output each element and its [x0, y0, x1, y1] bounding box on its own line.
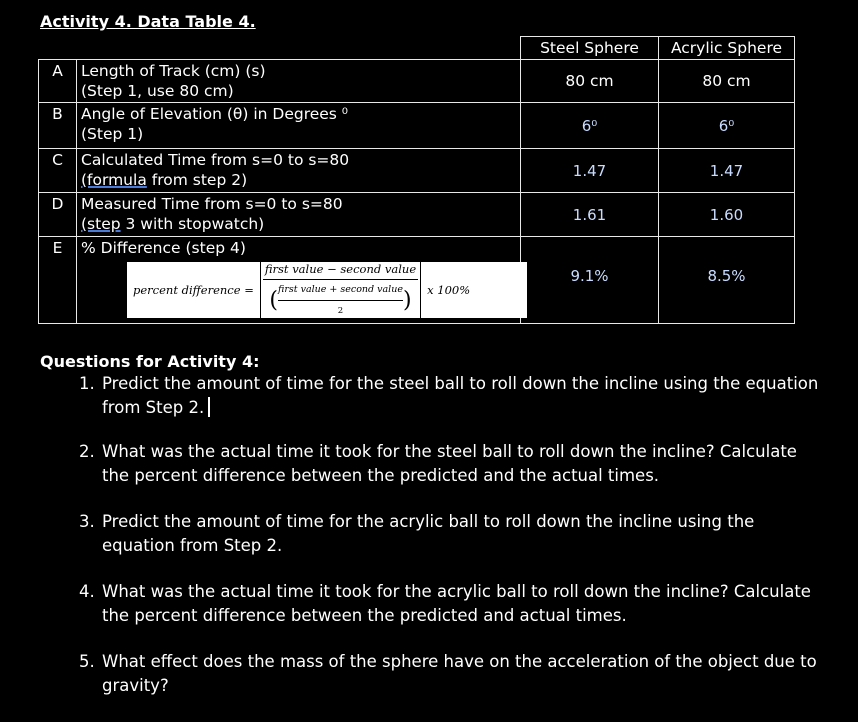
- cell-acrylic[interactable]: 1.60: [659, 193, 795, 237]
- row-line: [81, 170, 516, 190]
- question-text: What was the actual time it took for the steel ball to roll down the incline? Calculate the percent difference between the predicted and the actual times.: [102, 442, 797, 485]
- row-description: [77, 149, 521, 193]
- row-line: (Step 1, use 80 cm): [81, 82, 234, 100]
- cell-steel[interactable]: 9.1%: [521, 237, 659, 324]
- row-line: Calculated Time from s=0 to s=80: [81, 151, 350, 169]
- question-item[interactable]: [100, 650, 820, 698]
- row-line: (Step 1): [81, 125, 144, 143]
- row-line-rest: from step 2): [146, 171, 248, 189]
- formula-denominator: ( first value + second value 2 ): [269, 280, 411, 321]
- row-letter: A: [39, 60, 77, 103]
- cell-steel[interactable]: 80 cm: [521, 60, 659, 103]
- cell-steel[interactable]: 6⁰: [521, 103, 659, 149]
- questions-list: [68, 372, 820, 720]
- question-text: Predict the amount of time for the acrylic ball to roll down the incline using the equation from Step 2.: [102, 512, 755, 555]
- table-row: [39, 193, 795, 237]
- question-item[interactable]: [100, 372, 820, 420]
- table-row: [39, 149, 795, 193]
- cell-steel[interactable]: 1.61: [521, 193, 659, 237]
- row-letter: B: [39, 103, 77, 149]
- row-description: [77, 103, 521, 149]
- question-text: What was the actual time it took for the acrylic ball to roll down the incline? Calculate the percent difference between the predicted and actual times.: [102, 582, 811, 625]
- header-acrylic-sphere: Acrylic Sphere: [659, 37, 795, 60]
- header-steel-sphere: Steel Sphere: [521, 37, 659, 60]
- row-line: % Difference (step 4): [81, 239, 246, 257]
- formula-den-inner: first value + second value: [278, 280, 403, 301]
- question-item[interactable]: [100, 440, 820, 488]
- cell-acrylic[interactable]: 6⁰: [659, 103, 795, 149]
- cell-acrylic[interactable]: 1.47: [659, 149, 795, 193]
- formula-lhs: percent difference =: [133, 283, 254, 297]
- question-item[interactable]: [100, 510, 820, 558]
- question-text: What effect does the mass of the sphere have on the acceleration of the object due to gravity?: [102, 652, 817, 695]
- table-row: [39, 237, 795, 324]
- formula-fraction: [260, 259, 421, 321]
- row-letter: C: [39, 149, 77, 193]
- formula-numerator: first value − second value: [263, 259, 418, 280]
- underlined-text: (formula: [81, 171, 147, 189]
- row-description: [77, 237, 521, 324]
- row-line: Measured Time from s=0 to s=80: [81, 195, 343, 213]
- page-heading: Activity 4. Data Table 4.: [40, 12, 256, 31]
- row-description: [77, 193, 521, 237]
- formula-den-two: 2: [337, 306, 344, 316]
- percent-difference-formula: [127, 262, 527, 318]
- text-cursor: [208, 397, 210, 417]
- row-letter: D: [39, 193, 77, 237]
- row-line: [81, 214, 516, 234]
- table-row: [39, 60, 795, 103]
- question-item[interactable]: [100, 580, 820, 628]
- row-line: Angle of Elevation (θ) in Degrees ⁰: [81, 105, 349, 123]
- cell-acrylic[interactable]: 8.5%: [659, 237, 795, 324]
- underlined-text: (step: [81, 215, 121, 233]
- data-table: [38, 36, 795, 324]
- row-letter: E: [39, 237, 77, 324]
- question-text: Predict the amount of time for the steel ball to roll down the incline using the equation from Step 2.: [102, 374, 819, 417]
- row-line-rest: 3 with stopwatch): [120, 215, 265, 233]
- formula-rhs: x 100%: [427, 283, 471, 297]
- cell-steel[interactable]: 1.47: [521, 149, 659, 193]
- table-header-row: [39, 37, 795, 60]
- table-row: [39, 103, 795, 149]
- questions-title: Questions for Activity 4:: [40, 352, 260, 371]
- row-description: [77, 60, 521, 103]
- row-line: Length of Track (cm) (s): [81, 62, 266, 80]
- cell-acrylic[interactable]: 80 cm: [659, 60, 795, 103]
